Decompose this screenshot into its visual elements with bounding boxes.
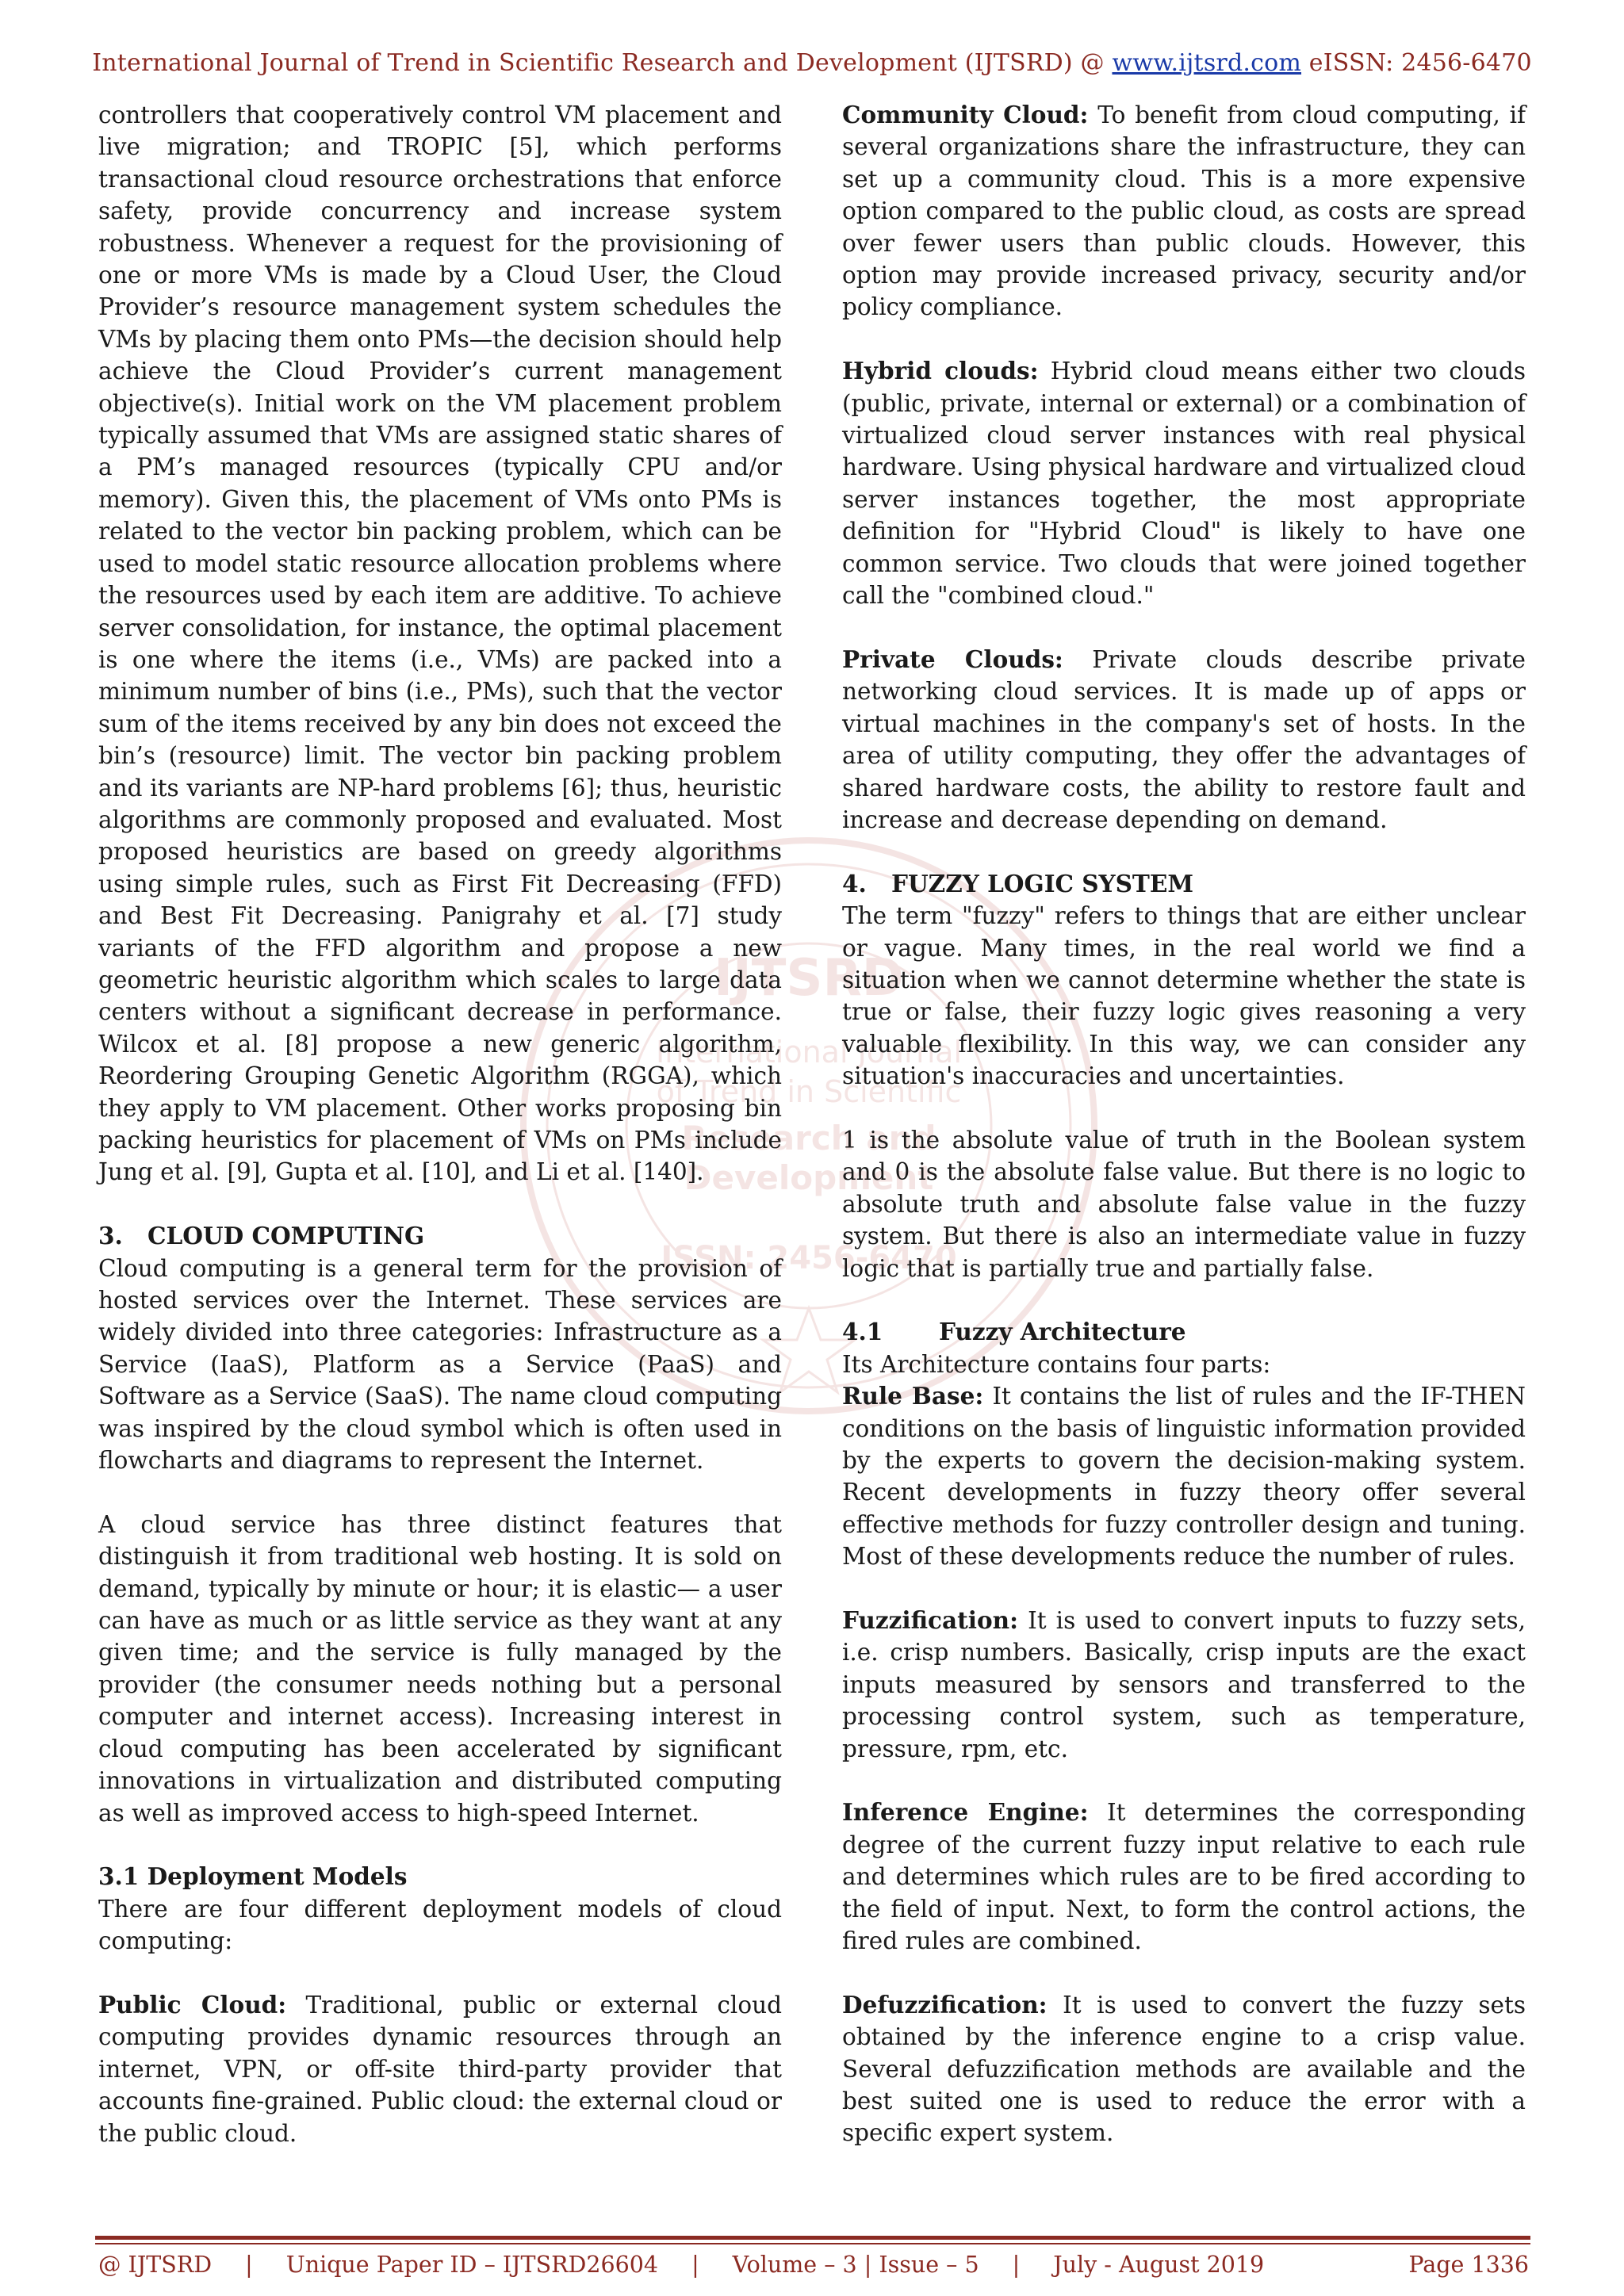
private-clouds-text: Private clouds describe private networking cloud services. It is made up of apps or virtual machines in the company's set of hosts. In the area of utility computing, they offer the advantages of shared hardware costs, the ability to restore fault and increase and decrease depending on demand.	[842, 645, 1526, 833]
journal-issn: eISSN: 2456-6470	[1301, 49, 1532, 77]
defuzzification-term: Defuzzification:	[842, 1990, 1048, 2019]
rule-base-text: It contains the list of rules and the IF-THEN conditions on the basis of linguistic information provided by the experts to govern the decision-making system. Recent developments in fuzzy theory offer several effective methods for fuzzy controller design and tuning. Most of these developments reduce the number of rules.	[842, 1383, 1526, 1571]
section-3-1-paragraph: There are four different deployment models of cloud computing:	[98, 1895, 782, 1955]
defuzzification-text: It is used to convert the fuzzy sets obtained by the inference engine to a crisp value. Several defuzzification methods are available and the best suited one is used to reduce the error with a specific expert system.	[842, 1991, 1526, 2147]
footer-volume-issue: Volume – 3 | Issue – 5	[732, 2252, 979, 2278]
section-3-number: 3.	[98, 1222, 123, 1250]
community-cloud-term: Community Cloud:	[842, 101, 1089, 128]
footer-publisher: @ IJTSRD	[98, 2252, 213, 2278]
rule-base-term: Rule Base:	[842, 1382, 984, 1410]
section-4-paragraph-2: 1 is the absolute value of truth in the Boolean system and 0 is the absolute false value. But there is no logic to absolute truth and absolute false value in the fuzzy system. But there is also an intermediate value in fuzzy logic that is partially true and partially false.	[842, 1126, 1526, 1282]
footer-date: July - August 2019	[1053, 2252, 1265, 2278]
watermark-issn: ISSN: 2456-6470	[661, 1240, 957, 1276]
inference-engine-term: Inference Engine:	[842, 1798, 1089, 1827]
section-4-1-title: Fuzzy Architecture	[939, 1318, 1186, 1346]
hybrid-clouds-term: Hybrid clouds:	[842, 357, 1039, 385]
inference-engine-text: It determines the corresponding degree of the current fuzzy input relative to each rule and determines which rules are to be fired according to the field of input. Next, to form the control actions, the fired rules are combined.	[842, 1799, 1526, 1955]
section-4-1-heading	[842, 1316, 1526, 1348]
community-cloud-text: To benefit from cloud computing, if several organizations share the infrastructure, they can set up a community cloud. This is a more expensive option compared to the public cloud, as costs are spread over fewer users than public clouds. However, this option may provide increased privacy, security and/or policy compliance.	[842, 101, 1526, 321]
section-4-paragraph-1: The term "fuzzy" refers to things that are either unclear or vague. Many times, in the real world we find a situation when we cannot determine whether the state is true or false, their fuzzy logic gives reasoning a very valuable flexibility. In this way, we can consider any situation's inaccuracies and uncertainties.	[842, 902, 1526, 1090]
watermark-line1: International Journal	[655, 1035, 963, 1070]
section-3-heading	[98, 1220, 782, 1252]
watermark-line2: of Trend in Scientific	[656, 1074, 962, 1109]
watermark-brand: IJTSRD	[714, 949, 904, 1008]
footer-separator: |	[1012, 2252, 1021, 2278]
defuzzification-paragraph	[842, 1989, 1526, 2149]
footer-page-number: Page 1336	[1408, 2252, 1529, 2278]
section-4-1-number: 4.1	[842, 1318, 883, 1346]
fuzzification-text: It is used to convert inputs to fuzzy sets, i.e. crisp numbers. Basically, crisp inputs are the exact inputs measured by sensors and transferred to the processing control system, such as temperature, pressure, rpm, etc.	[842, 1607, 1526, 1762]
private-clouds-term: Private Clouds:	[842, 645, 1063, 673]
right-column	[842, 99, 1526, 2149]
page-footer	[98, 2252, 1529, 2278]
running-header	[0, 49, 1624, 77]
section-4-heading	[842, 868, 1526, 900]
section-3-paragraph-1: Cloud computing is a general term for the provision of hosted services over the Internet. These services are widely divided into three categories: Infrastructure as a Service (IaaS), Platform as a Service (PaaS) and Software as a Service (SaaS). The name cloud computing was inspired by the cloud symbol which is often used in flowcharts and diagrams to represent the Internet.	[98, 1254, 782, 1475]
journal-name: International Journal of Trend in Scientific Research and Development (IJTSRD) @	[92, 49, 1113, 77]
community-cloud-paragraph	[842, 99, 1526, 323]
journal-website-link[interactable]: www.ijtsrd.com	[1112, 49, 1302, 77]
public-cloud-text: Traditional, public or external cloud computing provides dynamic resources through an internet, VPN, or off-site third-party provider that accounts fine-grained. Public cloud: the external cloud or the public cloud.	[98, 1991, 782, 2147]
private-clouds-paragraph	[842, 644, 1526, 836]
rule-base-paragraph	[842, 1380, 1526, 1572]
fuzzification-term: Fuzzification:	[842, 1606, 1018, 1634]
left-column	[98, 99, 782, 2149]
footer-rule-thick	[95, 2236, 1530, 2240]
watermark-line3: Research and	[681, 1119, 936, 1158]
footer-rule-thin	[95, 2243, 1530, 2244]
footer-separator: |	[245, 2252, 253, 2278]
section-4-1-intro: Its Architecture contains four parts:	[842, 1350, 1271, 1378]
section-3-title: CLOUD COMPUTING	[147, 1222, 425, 1250]
section-4-title: FUZZY LOGIC SYSTEM	[891, 869, 1194, 897]
intro-paragraph: controllers that cooperatively control VM placement and live migration; and TROPIC [5], which performs transactional cloud resource orchestrations that enforce safety, provide concurrency and increase system robustness. Whenever a request for the provisioning of one or more VMs is made by a Cloud User, the Cloud Provider’s resource management system schedules the VMs by placing them onto PMs—the decision should help achieve the Cloud Provider’s current management objective(s). Initial work on the VM placement problem typically assumed that VMs are assigned static shares of a PM’s managed resources (typically CPU and/or memory). Given this, the placement of VMs onto PMs is related to the vector bin packing problem, which can be used to model static resource allocation problems where the resources used by each item are additive. To achieve server consolidation, for instance, the optimal placement is one where the items (i.e., VMs) are packed into a minimum number of bins (i.e., PMs), such that the vector sum of the items received by any bin does not exceed the bin’s (resource) limit. The vector bin packing problem and its variants are NP-hard problems [6]; thus, heuristic algorithms are commonly proposed and evaluated. Most proposed heuristics are based on greedy algorithms using simple rules, such as First Fit Decreasing (FFD) and Best Fit Decreasing. Panigrahy et al. [7] study variants of the FFD algorithm and propose a new geometric heuristic algorithm which scales to large data centers without a significant decrease in performance. Wilcox et al. [8] propose a new generic algorithm, Reordering Grouping Genetic Algorithm (RGGA), which they apply to VM placement. Other works proposing bin packing heuristics for placement of VMs on PMs include Jung et al. [9], Gupta et al. [10], and Li et al. [140].	[98, 101, 782, 1186]
fuzzification-paragraph	[842, 1605, 1526, 1765]
public-cloud-term: Public Cloud:	[98, 1990, 287, 2019]
watermark-line4: Development	[684, 1158, 934, 1197]
inference-engine-paragraph	[842, 1797, 1526, 1957]
public-cloud-paragraph	[98, 1989, 782, 2149]
section-4-number: 4.	[842, 869, 867, 897]
footer-separator: |	[691, 2252, 699, 2278]
footer-paper-id: Unique Paper ID – IJTSRD26604	[285, 2252, 659, 2278]
hybrid-clouds-paragraph	[842, 355, 1526, 611]
section-3-1-title: 3.1 Deployment Models	[98, 1862, 408, 1891]
section-3-paragraph-2: A cloud service has three distinct features that distinguish it from traditional web hosting. It is sold on demand, typically by minute or hour; it is elastic— a user can have as much or as little service as they want at any given time; and the service is fully managed by the provider (the consumer needs nothing but a personal computer and internet access). Increasing interest in cloud computing has been accelerated by significant innovations in virtualization and distributed computing as well as improved access to high-speed Internet.	[98, 1510, 782, 1827]
hybrid-clouds-text: Hybrid cloud means either two clouds (public, private, internal or external) or a combination of virtualized cloud server instances with real physical hardware. Using physical hardware and virtualized cloud server instances together, the most appropriate definition for "Hybrid Cloud" is likely to have one common service. Two clouds that were joined together call the "combined cloud."	[842, 358, 1526, 610]
